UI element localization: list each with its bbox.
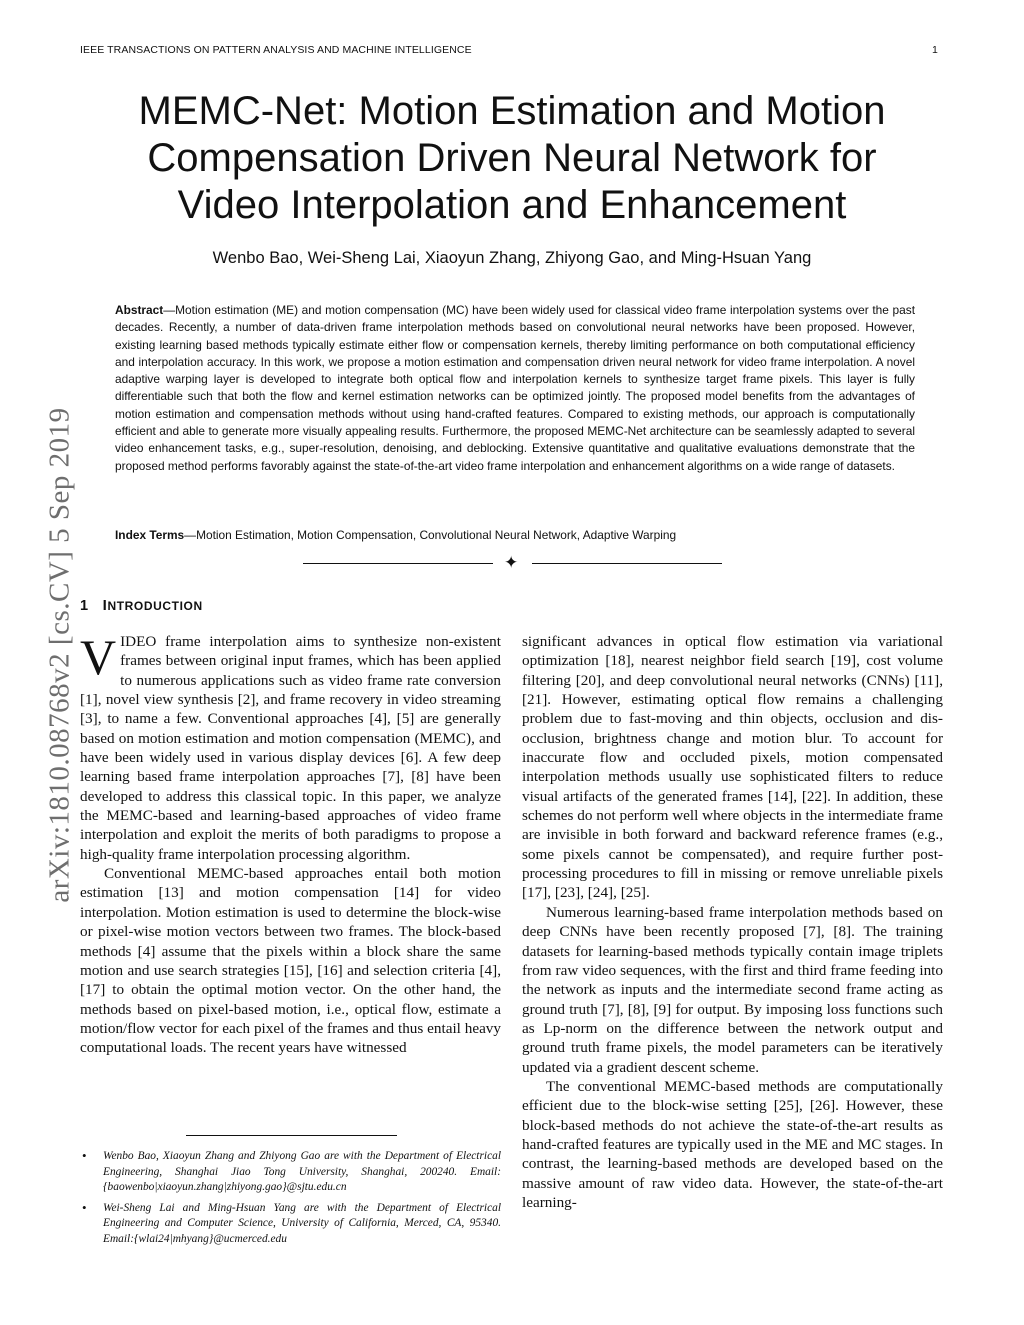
footnote-text: Wei-Sheng Lai and Ming-Hsuan Yang are with the Department of Electrical Engineering and Computer Science, University of California, Merced, CA, 95340. Email:{wlai24|mhyang}@ucmerced.edu bbox=[103, 1201, 501, 1245]
footnote-text: Wenbo Bao, Xiaoyun Zhang and Zhiyong Gao are with the Department of Electrical Engineering, Shanghai Jiao Tong University, Shanghai, 200240. Email: {baowenbo|xiaoyun.zhang|zhiyong.gao}@sjtu.edu.cn bbox=[103, 1150, 501, 1194]
arxiv-stamp: arXiv:1810.08768v2 [cs.CV] 5 Sep 2019 bbox=[43, 407, 76, 903]
section-number: 1 bbox=[80, 598, 89, 614]
footnote-affiliation-sjtu bbox=[80, 1149, 501, 1196]
intro-paragraph-3: significant advances in optical flow estimation via variational optimization [18], nearest neighbor field search [19], cost volume filtering [20], and deep convolutional neural networks (CNNs) [11], [21]. However, estimating optical flow remains a challenging problem due to fast-moving and thin objects, occlusion and dis-occlusion, brightness change and motion blur. To account for inaccurate flow and occluded pixels, motion compensated interpolation methods usually use sophisticated filters to reduce visual artifacts of the generated frames [14], [22]. In addition, these schemes do not perform well where objects in the intermediate frame are invisible in both forward and backward reference frames (e.g., some pixels cannot be compensated), and require further post-processing procedures to fill in missing or remove unreliable pixels [17], [23], [24], [25]. bbox=[522, 633, 943, 902]
separator-line-right bbox=[532, 563, 722, 564]
page-number: 1 bbox=[932, 44, 938, 56]
index-terms bbox=[115, 528, 915, 542]
bullet-icon: • bbox=[82, 1199, 87, 1215]
intro-paragraph-4: Numerous learning-based frame interpolation methods based on deep CNNs have been recently proposed [7], [8]. The training datasets for learning-based methods typically contain image triplets from raw video sequences, with the first and third frame feeding into the network as inputs and the intermediate second frame acting as ground truth [7], [8], [9] for output. By imposing loss functions such as Lp-norm on the difference between the network output and ground truth frame pixels, the model parameters can be iteratively updated via a gradient descent scheme. bbox=[522, 903, 943, 1076]
section-title-rest: NTRODUCTION bbox=[107, 599, 203, 613]
abstract-text: —Motion estimation (ME) and motion compensation (MC) have been widely used for classical video frame interpolation systems over the past decades. Recently, a number of data-driven frame interpolation methods based on convolutional neural networks have been proposed. However, existing learning based methods typically estimate either flow or compensation kernels, thereby limiting performance on both computational efficiency and interpolation accuracy. In this work, we propose a motion estimation and compensation driven neural network for video frame interpolation. A novel adaptive warping layer is developed to integrate both optical flow and interpolation kernels to synthesize target frame pixels. This layer is fully differentiable such that both the flow and kernel estimation networks can be optimized jointly. The proposed model benefits from the advantages of motion estimation and compensation methods without using hand-crafted features. Compared to existing methods, our approach is computationally efficient and able to generate more visually appealing results. Furthermore, the proposed MEMC-Net architecture can be seamlessly adapted to several video enhancement tasks, e.g., super-resolution, denoising, and deblocking. Extensive quantitative and qualitative evaluations demonstrate that the proposed method performs favorably against the state-of-the-art video frame interpolation and enhancement algorithms on a wide range of datasets. bbox=[115, 303, 915, 473]
section-title-initial: I bbox=[102, 597, 108, 614]
left-column bbox=[80, 629, 501, 1058]
intro-paragraph-5: The conventional MEMC-based methods are computationally efficient due to the block-wise setting [25], [26]. However, these block-based methods do not achieve the state-of-the-art results as hand-crafted features are typically used in the ME and MC stages. In contrast, the learning-based methods are developed based on the massive amount of raw video data. However, the state-of-the-art learning- bbox=[522, 1077, 943, 1211]
title-line-1: MEMC-Net: Motion Estimation and Motion bbox=[138, 89, 886, 133]
intro-paragraph-1-text: frame interpolation aims to synthesize non-existent frames between original input frames, which has been applied to numerous applications such as video frame rate conversion [1], novel view synthesis [2], and frame recovery in video streaming [3], to name a few. Conventional approaches [4], [5] are generally based on motion estimation and motion compensation (MEMC), and have been widely used in various display devices [6]. A few deep learning based frame interpolation approaches [7], [8] have been developed to address this classical topic. In this paper, we analyze the MEMC-based and learning-based approaches of video frame interpolation and exploit the merits of both paradigms to propose a high-quality frame interpolation processing algorithm. bbox=[80, 633, 501, 863]
author-list: Wenbo Bao, Wei-Sheng Lai, Xiaoyun Zhang, Zhiyong Gao, and Ming-Hsuan Yang bbox=[212, 249, 812, 267]
right-column bbox=[522, 632, 943, 1212]
separator-line-left bbox=[303, 563, 493, 564]
abstract-label: Abstract bbox=[115, 303, 164, 317]
footnote-affiliation-ucmerced bbox=[80, 1201, 501, 1248]
drop-cap: V bbox=[80, 629, 117, 685]
index-terms-text: —Motion Estimation, Motion Compensation, Convolutional Neural Network, Adaptive Warping bbox=[184, 528, 677, 542]
title-line-3: Video Interpolation and Enhancement bbox=[177, 183, 847, 227]
running-head: IEEE TRANSACTIONS ON PATTERN ANALYSIS AND MACHINE INTELLIGENCE bbox=[80, 44, 472, 56]
abstract bbox=[115, 302, 915, 475]
drop-cap-continuation: IDEO bbox=[120, 633, 157, 650]
title-line-2: Compensation Driven Neural Network for bbox=[147, 136, 877, 180]
footnotes bbox=[80, 1149, 501, 1253]
paper-title bbox=[80, 88, 944, 229]
index-terms-label: Index Terms bbox=[115, 528, 185, 542]
intro-paragraph-1 bbox=[80, 629, 501, 864]
footnote-rule bbox=[186, 1135, 397, 1136]
separator-mark-icon: ✦ bbox=[504, 553, 519, 572]
section-heading bbox=[80, 597, 203, 614]
bullet-icon: • bbox=[82, 1148, 87, 1163]
intro-paragraph-2: Conventional MEMC-based approaches entail both motion estimation [13] and motion compensation [14] for video interpolation. Motion estimation is used to determine the block-wise or pixel-wise motion vectors between two frames. The block-based methods [4] assume that the pixels within a block share the same motion and use search strategies [15], [16] and selection criteria [4], [17] to obtain the optimal motion vector. On the other hand, the methods based on pixel-based motion, i.e., optical flow, estimate a motion/flow vector for each pixel of the frames and thus entail heavy computational loads. The recent years have witnessed bbox=[80, 865, 501, 1057]
section-separator bbox=[303, 555, 723, 571]
